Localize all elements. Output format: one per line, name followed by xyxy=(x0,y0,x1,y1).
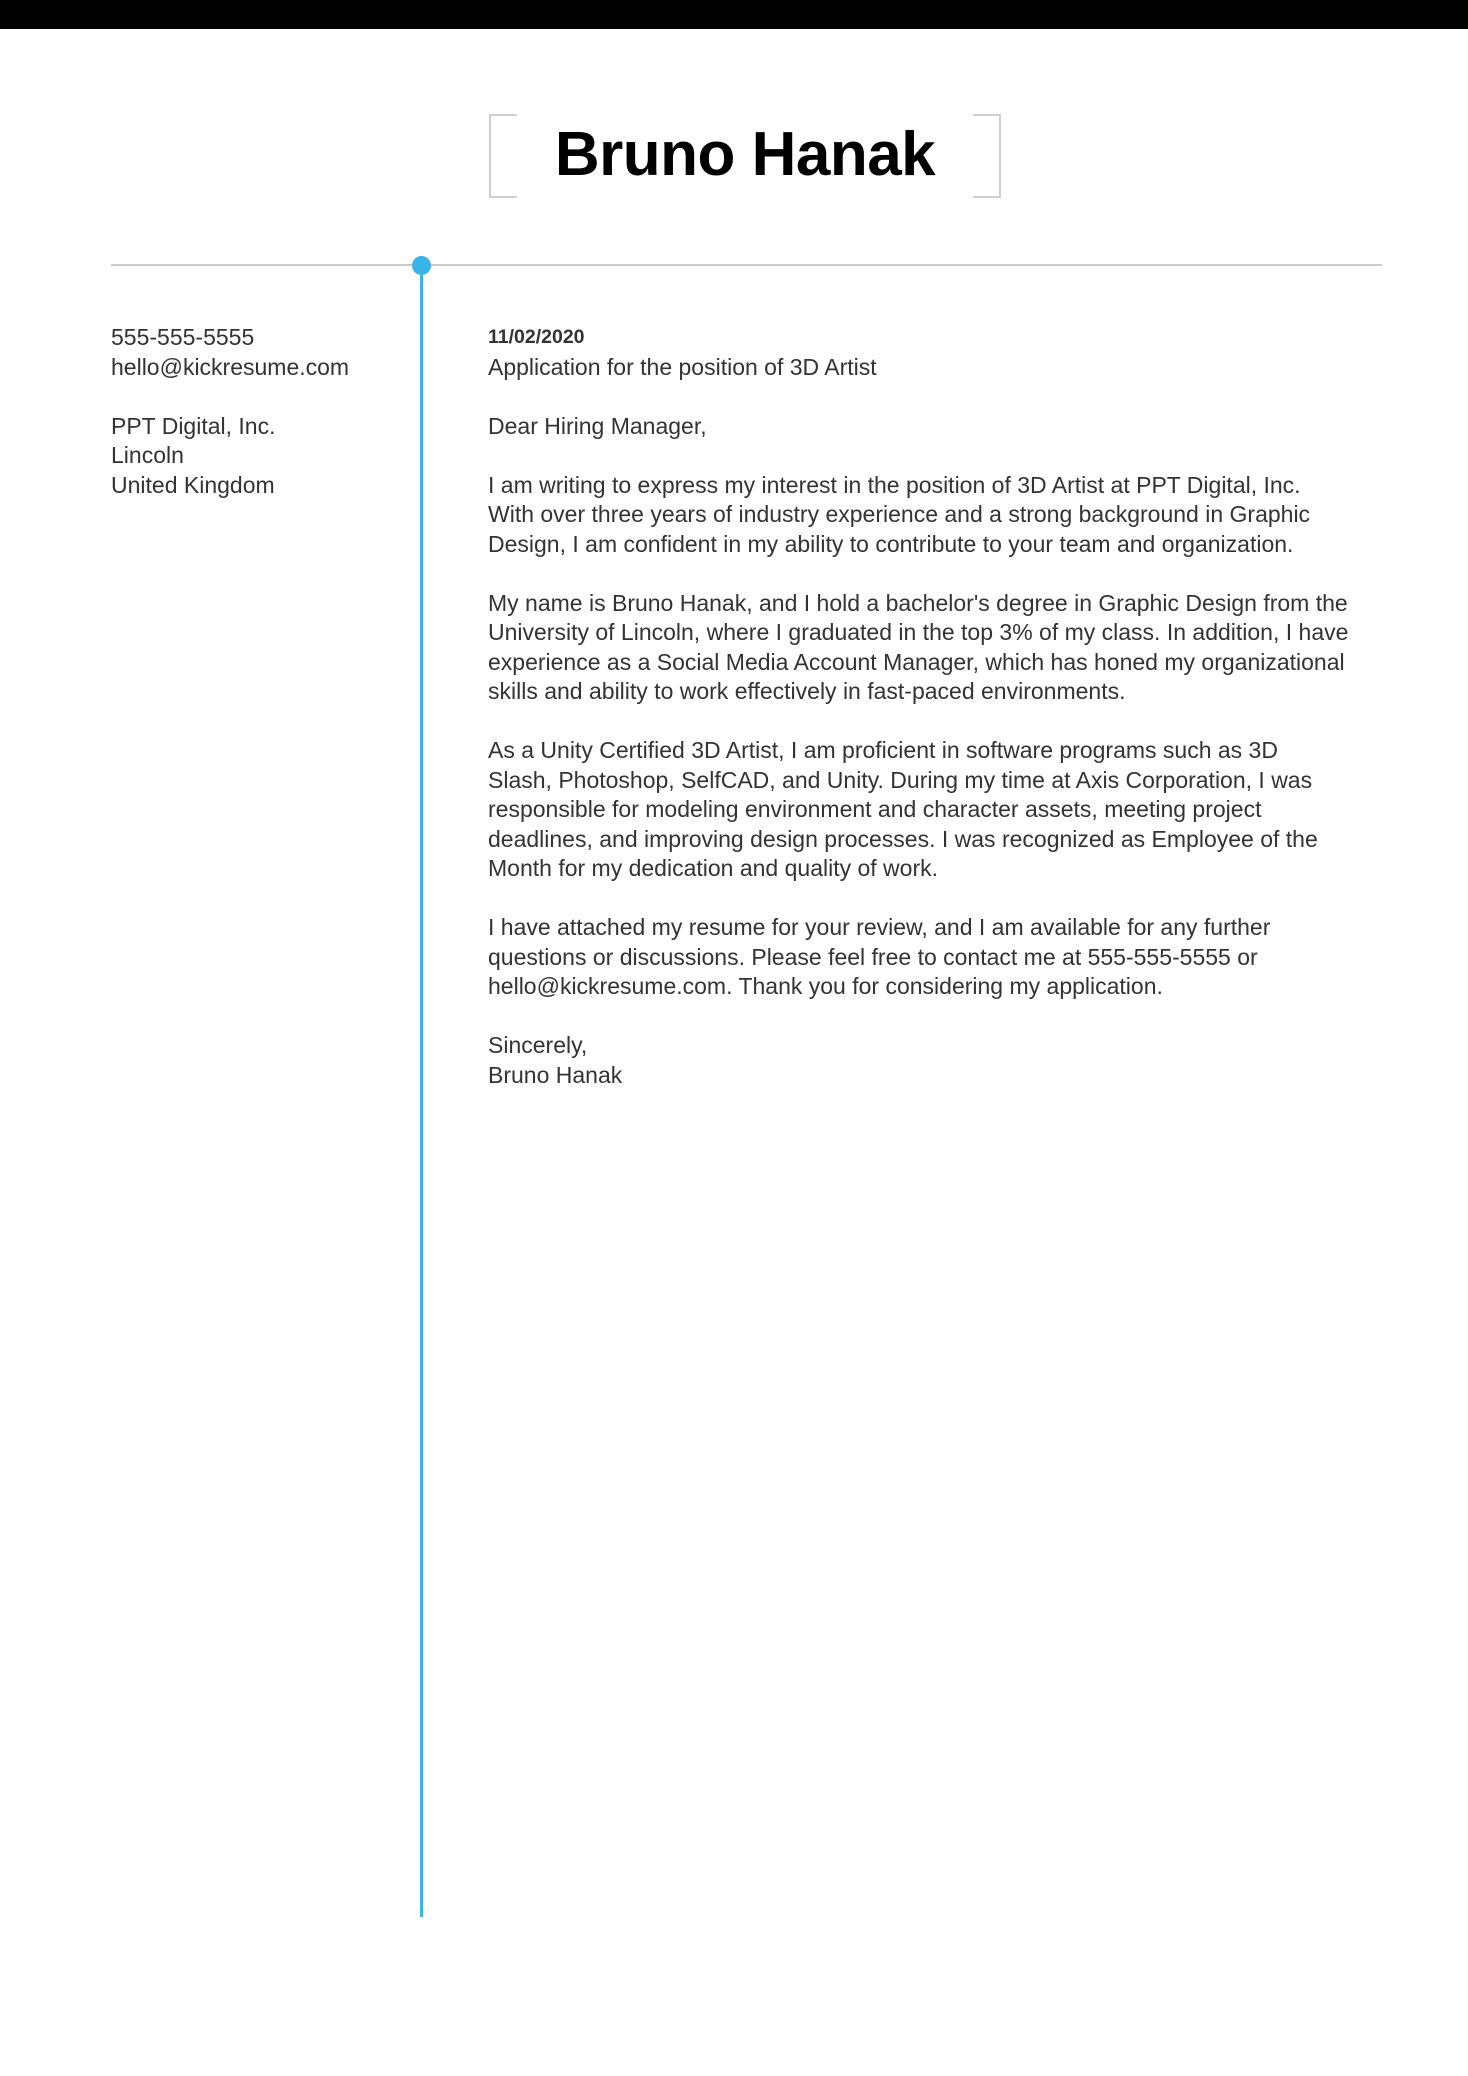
paragraph-line: experience as a Social Media Account Manager, which has honed my organizational xyxy=(488,648,1345,675)
recipient-country: United Kingdom xyxy=(111,471,275,498)
recipient-city: Lincoln xyxy=(111,442,184,468)
name-header xyxy=(489,114,1001,196)
contact-sidebar xyxy=(111,323,401,500)
top-bar xyxy=(0,0,1468,29)
paragraph-line: As a Unity Certified 3D Artist, I am proficient in software programs such as 3D xyxy=(488,737,1278,763)
email-address: hello@kickresume.com xyxy=(111,353,350,380)
paragraph-line: Slash, Photoshop, SelfCAD, and Unity. During my time at Axis Corporation, I was xyxy=(488,766,1313,793)
paragraph xyxy=(488,589,1388,707)
paragraph xyxy=(488,471,1388,560)
phone-number: 555-555-5555 xyxy=(111,324,255,350)
paragraph-line: deadlines, and improving design processes. I was recognized as Employee of the xyxy=(488,825,1318,852)
recipient-company: PPT Digital, Inc. xyxy=(111,412,276,439)
salutation: Dear Hiring Manager, xyxy=(488,412,707,439)
paragraph-line: hello@kickresume.com. Thank you for considering my application. xyxy=(488,973,1163,999)
applicant-name: Bruno Hanak xyxy=(554,120,936,189)
horizontal-divider xyxy=(111,264,1382,266)
paragraph-line: Design, I am confident in my ability to contribute to your team and organization. xyxy=(488,530,1294,557)
paragraph-line: I am writing to express my interest in the position of 3D Artist at PPT Digital, Inc. xyxy=(488,471,1301,498)
letter-date: 11/02/2020 xyxy=(488,326,585,348)
vertical-divider xyxy=(420,265,423,1917)
paragraph-line: University of Lincoln, where I graduated in the top 3% of my class. In addition, I have xyxy=(488,619,1349,645)
closing: Sincerely, xyxy=(488,1032,588,1058)
paragraph-line: responsible for modeling environment and character assets, meeting project xyxy=(488,796,1262,822)
paragraph-line: I have attached my resume for your review, and I am available for any further xyxy=(488,914,1271,940)
paragraph-line: skills and ability to work effectively in fast-paced environments. xyxy=(488,678,1126,704)
letter-body xyxy=(488,323,1388,1090)
letter-subject: Application for the position of 3D Artist xyxy=(488,353,877,380)
signature: Bruno Hanak xyxy=(488,1061,623,1088)
divider-dot xyxy=(412,256,431,275)
paragraph-line: questions or discussions. Please feel free to contact me at 555-555-5555 or xyxy=(488,943,1258,970)
paragraph-line: Month for my dedication and quality of work. xyxy=(488,855,939,881)
paragraph-line: My name is Bruno Hanak, and I hold a bachelor's degree in Graphic Design from the xyxy=(488,589,1348,616)
paragraph xyxy=(488,736,1388,884)
paragraph-line: With over three years of industry experience and a strong background in Graphic xyxy=(488,501,1311,527)
paragraph xyxy=(488,913,1388,1002)
